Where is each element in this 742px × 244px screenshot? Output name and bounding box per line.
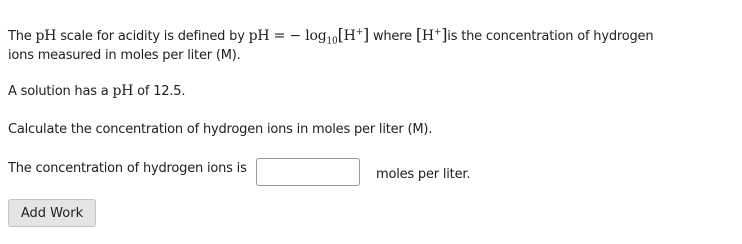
answer-input[interactable] xyxy=(256,158,360,186)
bracket-open-2: [ xyxy=(415,25,422,44)
log-base: 10 xyxy=(326,36,338,47)
h-symbol-1: H xyxy=(343,28,356,44)
task-line: Calculate the concentration of hydrogen ions in moles per liter (M). xyxy=(8,122,433,137)
add-work-button[interactable]: Add Work xyxy=(8,199,96,227)
equation-eq: = − log xyxy=(269,28,327,44)
definition-line-1 xyxy=(8,25,653,47)
given-ph-symbol: pH xyxy=(112,83,134,99)
charge-1: + xyxy=(355,27,363,38)
where-text: where xyxy=(369,29,416,44)
bracket-open-1: [ xyxy=(337,25,344,44)
answer-suffix: moles per liter. xyxy=(376,167,471,182)
h-symbol-2: H xyxy=(421,28,434,44)
given-suffix: of 12.5. xyxy=(133,84,186,99)
bracket-close-1: ] xyxy=(362,25,370,44)
is-text: is the concentration of hydrogen xyxy=(447,29,654,44)
ph-symbol: pH xyxy=(35,28,57,44)
bracket-close-2: ] xyxy=(441,25,448,44)
given-prefix: A solution has a xyxy=(8,84,113,99)
definition-line-2: ions measured in moles per liter (M). xyxy=(8,48,241,63)
equation-lhs: pH xyxy=(248,28,270,44)
intro-prefix: The xyxy=(8,29,36,44)
intro-middle: scale for acidity is defined by xyxy=(56,29,249,44)
given-line xyxy=(8,83,185,99)
answer-prefix: The concentration of hydrogen ions is xyxy=(8,161,247,176)
charge-2: + xyxy=(433,27,442,38)
